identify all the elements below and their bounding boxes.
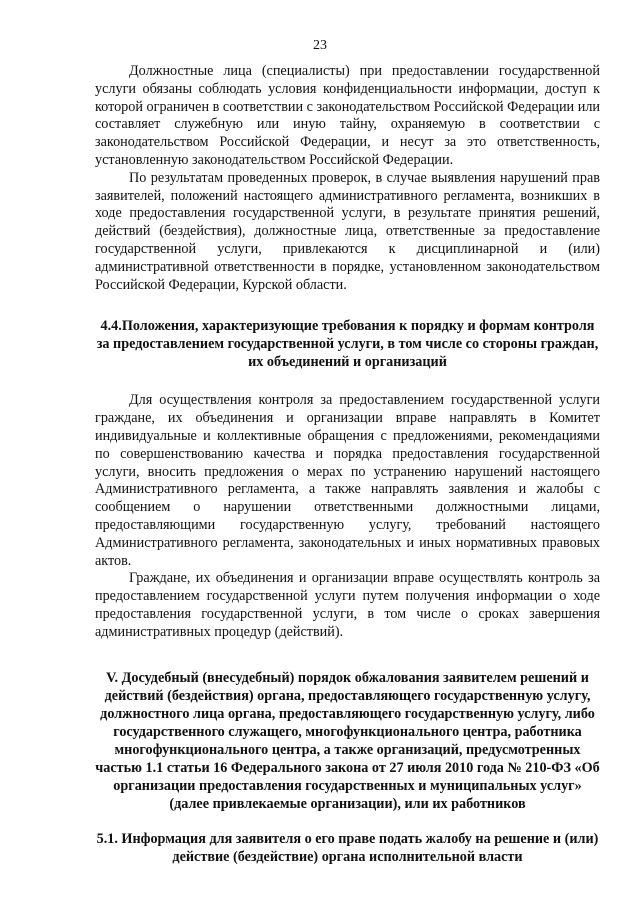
section-5-1-heading: 5.1. Информация для заявителя о его праве подать жалобу на решение и (или) действие (бездействие) органа исполнительной власти: [96, 830, 599, 865]
paragraph-information-access: Граждане, их объединения и организации вправе осуществлять контроль за предоставлением государственной услуги путем получения информации о ходе предоставления государственной услуги, в том числе о сроках завершения административных процедур (действий).: [95, 570, 600, 640]
section-5-heading: V. Досудебный (внесудебный) порядок обжалования заявителем решений и действий (бездействия) органа, предоставляющего государственную услугу, должностного лица органа, предоставляющего государственную услугу, либо государственного служащего, многофункционального центра, работника многофункционального центра, а также организаций, предусмотренных частью 1.1 статьи 16 Федерального закона от 27 июля 2010 года № 210-ФЗ «Об организации предоставления государственных и муниципальных услуг» (далее привлекаемые организации), или их работников: [95, 669, 600, 812]
page-number: 23: [313, 38, 327, 53]
section-4-4-heading: 4.4.Положения, характеризующие требования к порядку и формам контроля за предоставлением государственной услуги, в том числе со стороны граждан, их объединений и организаций: [96, 318, 599, 371]
paragraph-inspection-results: По результатам проведенных проверок, в случае выявления нарушений прав заявителей, положений настоящего административного регламента, возникших в ходе предоставления государственной услуги, в результате принятия решений, действий (бездействия), должностные лица, ответственные за предоставление государственной услуги, привлекаются к дисциплинарной и (или) административной ответственности в порядке, установленном законодательством Российской Федерации, Курской области.: [95, 169, 600, 293]
paragraph-confidentiality: Должностные лица (специалисты) при предоставлении государственной услуги обязаны соблюдать условия конфиденциальности информации, доступ к которой ограничен в соответствии с законодательством Российской Федерации или составляет служебную или иную тайну, охраняемую в соответствии с законодательством Российской Федерации, и несут за это ответственность, установленную законодательством Российской Федерации.: [95, 63, 600, 168]
paragraph-citizen-control: Для осуществления контроля за предоставлением государственной услуги граждане, их объединения и организации вправе направлять в Комитет индивидуальные и коллективные обращения с предложениями, рекомендациями по совершенствованию качества и порядка предоставления государственной услуги, вносить предложения о мерах по устранению нарушений настоящего Административного регламента, а также направлять заявления и жалобы с сообщением о нарушении ответственными должностными лицами, предоставляющими государственную услугу, требований настоящего Административного регламента, законодательных и иных нормативных правовых актов.: [95, 392, 600, 569]
document-body: [95, 63, 600, 866]
